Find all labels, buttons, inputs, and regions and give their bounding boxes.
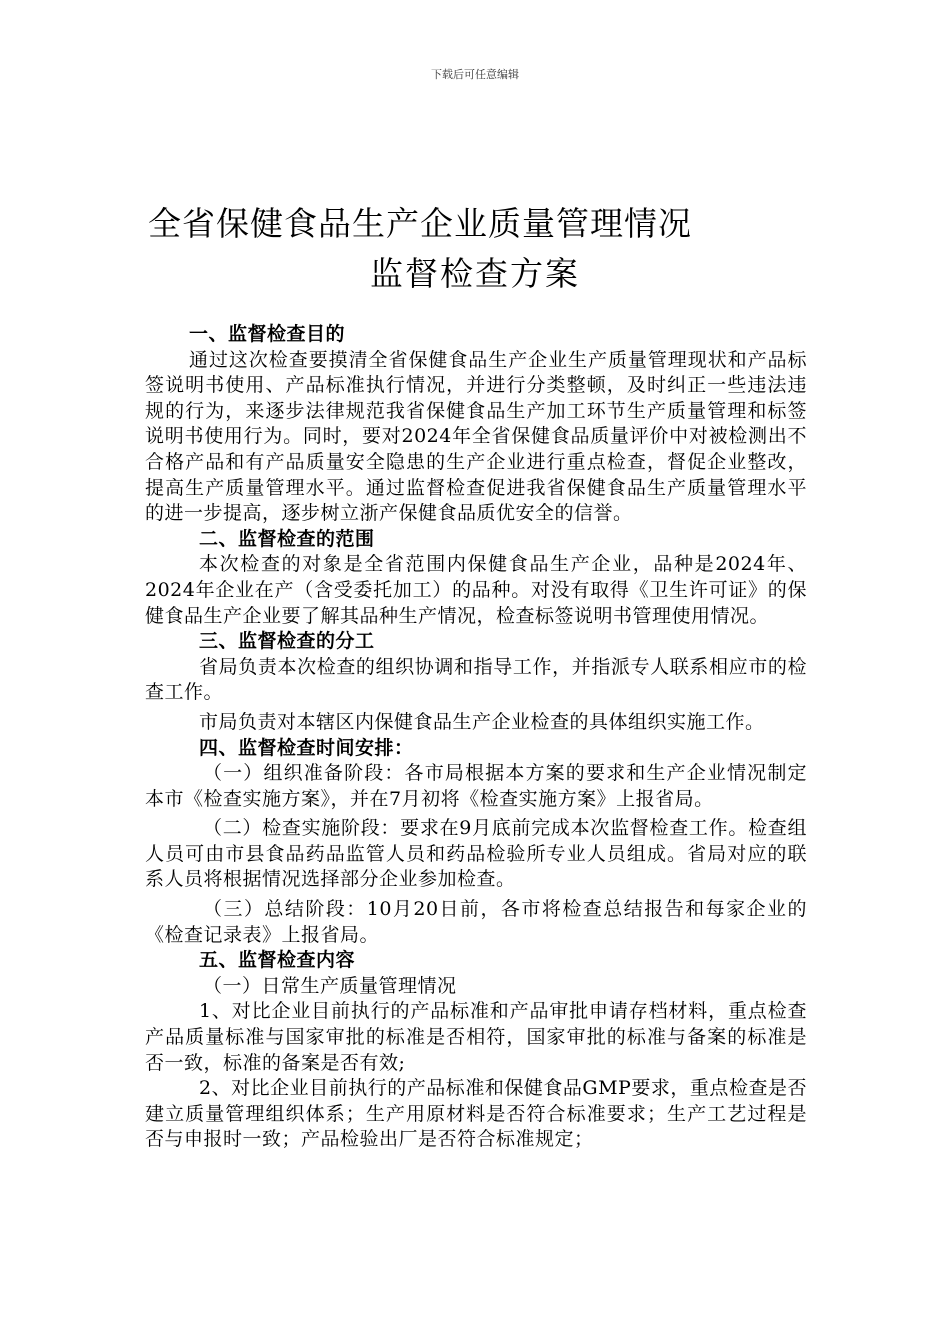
section-heading-division: 三、监督检查的分工: [199, 630, 375, 653]
paragraph: （二）检查实施阶段：要求在9月底前完成本次监督检查工作。检查组人员可由市县食品药品监管人员和药品检验所专业人员组成。省局对应的联系人员将根据情况选择部分企业参加检查。: [145, 817, 807, 891]
section-heading-schedule: 四、监督检查时间安排：: [199, 736, 414, 759]
page-header-note: 下载后可任意编辑: [431, 68, 519, 81]
paragraph: （三）总结阶段：10月20日前，各市将检查总结报告和每家企业的《检查记录表》上报省局。: [145, 898, 807, 946]
paragraph: 市局负责对本辖区内保健食品生产企业检查的具体组织实施工作。: [199, 710, 765, 733]
document-body: [145, 322, 807, 1153]
paragraph: 2、对比企业目前执行的产品标准和保健食品GMP要求，重点检查是否建立质量管理组织体系；生产用原材料是否符合标准要求；生产工艺过程是否与申报时一致；产品检验出厂是否符合标准规定；: [145, 1077, 807, 1151]
section-heading-scope: 二、监督检查的范围: [199, 527, 375, 550]
paragraph: （一）日常生产质量管理情况: [203, 974, 457, 997]
paragraph: 1、对比企业目前执行的产品标准和产品审批申请存档材料，重点检查产品质量标准与国家审批的标准是否相符，国家审批的标准与备案的标准是否一致，标准的备案是否有效;: [145, 1000, 807, 1074]
paragraph: 省局负责本次检查的组织协调和指导工作，并指派专人联系相应市的检查工作。: [145, 655, 807, 704]
paragraph: 本次检查的对象是全省范围内保健食品生产企业，品种是2024年、2024年企业在产（含受委托加工）的品种。对没有取得《卫生许可证》的保健食品生产企业要了解其品种生产情况，检查标签说明书管理使用情况。: [145, 553, 807, 627]
paragraph: （一）组织准备阶段：各市局根据本方案的要求和生产企业情况制定本市《检查实施方案》，并在7月初将《检查实施方案》上报省局。: [145, 762, 807, 810]
paragraph: 通过这次检查要摸清全省保健食品生产企业生产质量管理现状和产品标签说明书使用、产品标准执行情况，并进行分类整顿，及时纠正一些违法违规的行为，来逐步法律规范我省保健食品生产加工环节生产质量管理和标签说明书使用行为。同时，要对2024年全省保健食品质量评价中对被检测出不合格产品和有产品质量安全隐患的生产企业进行重点检查，督促企业整改，提高生产质量管理水平。通过监督检查促进我省保健食品生产质量管理水平的进一步提高，逐步树立浙产保健食品质优安全的信誉。: [145, 348, 807, 525]
section-heading-purpose: 一、监督检查目的: [189, 323, 346, 345]
section-heading-content: 五、监督检查内容: [199, 949, 356, 972]
document-title-line-2: 监督检查方案: [370, 254, 580, 293]
document-title-line-1: 全省保健食品生产企业质量管理情况: [148, 204, 692, 243]
